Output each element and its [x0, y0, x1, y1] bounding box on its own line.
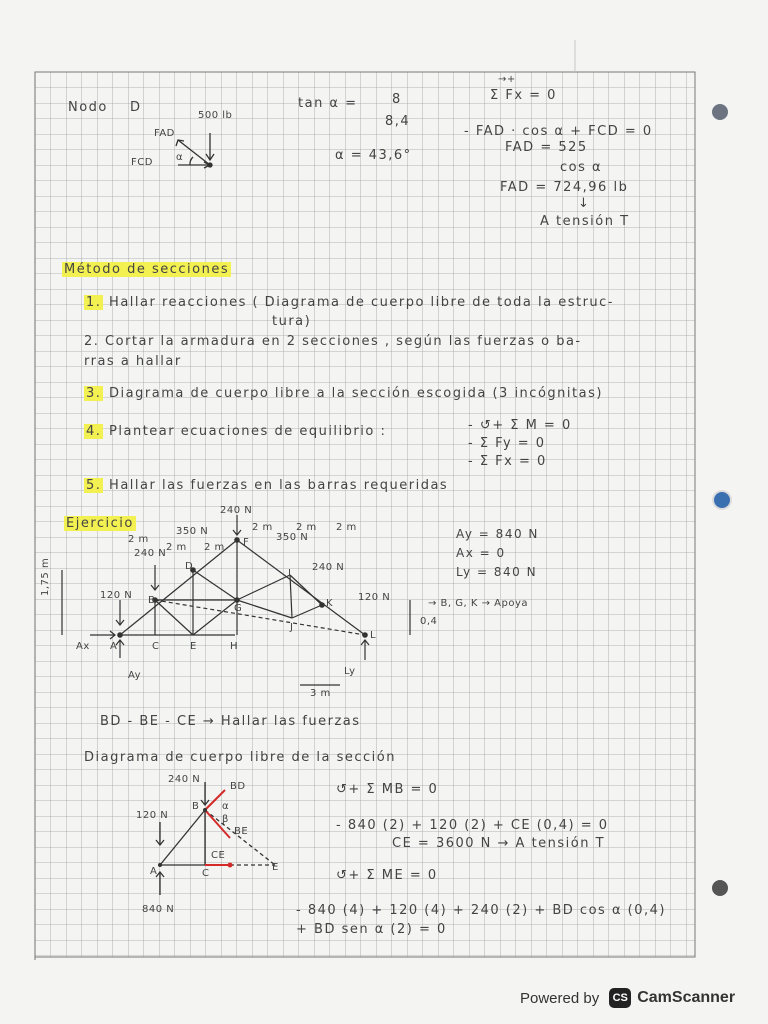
node-g: G — [234, 603, 243, 614]
fbd-be-label: BE — [234, 826, 249, 837]
equation-2-denominator: cos α — [560, 160, 603, 175]
dimension-2m-4: 2 m — [252, 522, 273, 533]
load-350-left: 350 N — [176, 526, 209, 537]
equation-ce: CE = 3600 N → A tensión T — [392, 836, 606, 851]
method-title: Método de secciones — [64, 262, 230, 277]
sum-fx-arrow: →+ — [498, 74, 516, 85]
node-f: F — [243, 537, 250, 548]
equation-3: FAD = 724,96 lb — [500, 180, 629, 195]
sum-mb: ↺+ Σ MB = 0 — [336, 782, 439, 797]
step-4-eq-2: - Σ Fy = 0 — [468, 436, 546, 451]
fbd-title: Diagrama de cuerpo libre de la sección — [84, 750, 396, 765]
step-2-number: 2. — [84, 334, 100, 349]
binder-hole — [712, 104, 728, 120]
reaction-ay-label: Ay — [128, 670, 142, 681]
node-d: D — [185, 561, 194, 572]
equation-mb: - 840 (2) + 120 (2) + CE (0,4) = 0 — [336, 818, 609, 833]
dimension-2m-6: 2 m — [336, 522, 357, 533]
fbd-node-b: B — [192, 801, 200, 812]
fbd-beta: β — [222, 814, 229, 825]
step-2-text: Cortar la armadura en 2 secciones , según las fuerzas o ba- — [105, 334, 582, 349]
fcd-label: FCD — [131, 157, 153, 168]
slope-value: 0,4 — [420, 616, 438, 627]
sum-fx: Σ Fx = 0 — [490, 88, 557, 103]
equation-2: FAD = 525 — [505, 140, 588, 155]
reaction-ly: Ly = 840 N — [456, 565, 538, 579]
dimension-2m-2: 2 m — [166, 542, 187, 553]
load-120-left: 120 N — [100, 590, 133, 601]
alpha-symbol: α — [176, 152, 184, 163]
tan-denominator: 8,4 — [385, 114, 411, 129]
fbd-ce-label: CE — [211, 850, 226, 861]
step-3-text: Diagrama de cuerpo libre a la sección escogida (3 incógnitas) — [109, 386, 603, 401]
node-e: E — [190, 641, 197, 652]
equation-me-1: - 840 (4) + 120 (4) + 240 (2) + BD cos α (0,4) — [296, 903, 666, 918]
step-1-text-cont: tura) — [272, 314, 312, 329]
binder-hole — [712, 880, 728, 896]
fbd-reaction: 840 N — [142, 904, 175, 915]
node-c: C — [152, 641, 160, 652]
fbd-load-120: 120 N — [136, 810, 169, 821]
binder-hole — [713, 491, 731, 509]
tension-result-1: A tensión T — [540, 214, 630, 229]
fad-label: FAD — [154, 128, 175, 139]
dimension-2m-5: 2 m — [296, 522, 317, 533]
load-240-top: 240 N — [220, 505, 253, 516]
camscanner-watermark — [520, 984, 735, 1012]
node-h: H — [230, 641, 239, 652]
equation-3-arrow: ↓ — [578, 196, 591, 211]
node-i: I — [288, 568, 292, 579]
alpha-value: α = 43,6° — [335, 148, 412, 163]
equation-1: - FAD · cos α + FCD = 0 — [464, 124, 653, 139]
step-4-eq-1: - ↺+ Σ M = 0 — [468, 418, 572, 433]
dimension-2m-1: 2 m — [128, 534, 149, 545]
sum-me: ↺+ Σ ME = 0 — [336, 868, 438, 883]
node-b: B — [148, 595, 156, 606]
node-k: K — [326, 598, 334, 609]
step-4-eq-3: - Σ Fx = 0 — [468, 454, 547, 469]
fbd-node-c: C — [202, 868, 210, 879]
step-1-number: 1. — [86, 295, 102, 310]
bars-task: BD - BE - CE → Hallar las fuerzas — [100, 714, 361, 729]
load-240-left: 240 N — [134, 548, 167, 559]
reaction-ly-label: Ly — [344, 666, 356, 677]
fbd-node-e: E — [272, 862, 279, 873]
nodo-title: Nodo — [68, 100, 108, 115]
watermark-powered-by: Powered by — [520, 989, 600, 1007]
dimension-2m-3: 2 m — [204, 542, 225, 553]
step-2-text-cont: rras a hallar — [84, 354, 182, 369]
reaction-ay: Ay = 840 N — [456, 527, 539, 541]
equation-me-2: + BD sen α (2) = 0 — [296, 922, 447, 937]
step-5-number: 5. — [86, 478, 102, 493]
node-j: J — [290, 622, 294, 633]
step-4-text: Plantear ecuaciones de equilibrio : — [109, 424, 387, 439]
load-120-right: 120 N — [358, 592, 391, 603]
fbd-node-a: A — [150, 866, 158, 877]
load-240-right: 240 N — [312, 562, 345, 573]
height-dimension: 1,75 m — [40, 557, 51, 596]
step-4-number: 4. — [86, 424, 102, 439]
nodo-label: D — [130, 100, 142, 115]
step-1-text: Hallar reacciones ( Diagrama de cuerpo libre de toda la estruc- — [109, 295, 614, 310]
node-l: L — [370, 630, 377, 641]
fbd-alpha: α — [222, 801, 230, 812]
load-350-right: 350 N — [276, 532, 309, 543]
fbd-load-240: 240 N — [168, 774, 201, 785]
step-5-text: Hallar las fuerzas en las barras requeridas — [109, 478, 449, 493]
dimension-3m: 3 m — [310, 688, 331, 699]
load-500-label: 500 lb — [198, 110, 233, 121]
reaction-ax-label: Ax — [76, 641, 90, 652]
step-3-number: 3. — [86, 386, 102, 401]
watermark-brand: CamScanner — [637, 989, 736, 1006]
slope-note: → B, G, K → Apoya — [428, 598, 529, 609]
tan-numerator: 8 — [392, 92, 402, 107]
example-title: Ejercicio — [66, 516, 134, 531]
node-a: A — [110, 641, 118, 652]
reaction-ax: Ax = 0 — [456, 546, 506, 560]
camscanner-logo-icon: CS — [609, 988, 631, 1008]
fbd-bd-label: BD — [230, 781, 246, 792]
tan-equation: tan α = — [298, 96, 358, 111]
